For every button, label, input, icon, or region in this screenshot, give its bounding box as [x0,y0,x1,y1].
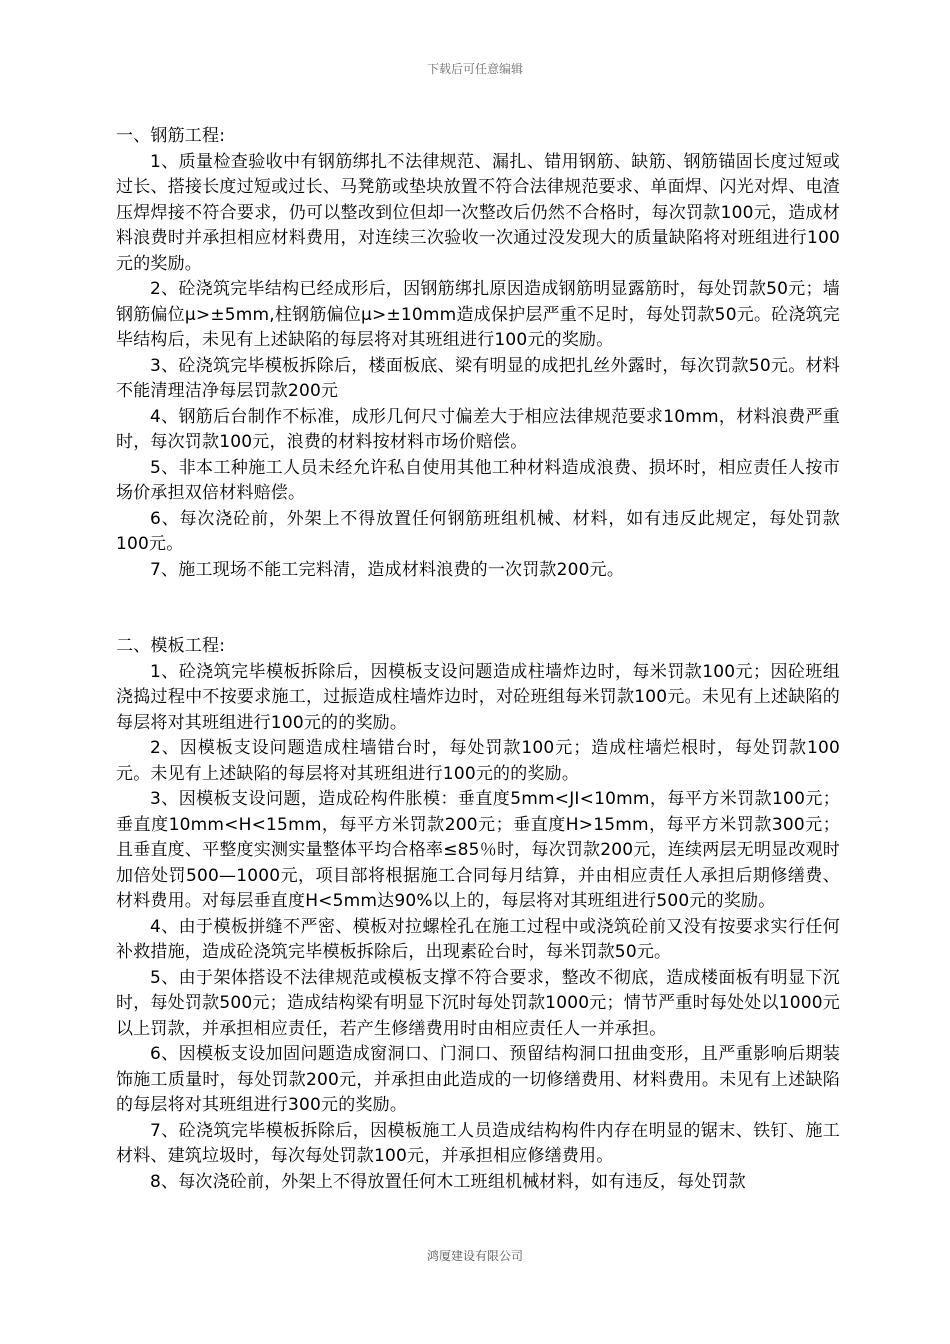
rebar-item-3: 3、砼浇筑完毕模板拆除后，楼面板底、梁有明显的成把扎丝外露时，每次罚款50元。材料不能清理洁净每层罚款200元 [116,355,840,401]
header-note: 下载后可任意编辑 [426,62,523,76]
formwork-item-2: 2、因模板支设问题造成柱墙错台时，每处罚款100元；造成柱墙烂根时，每处罚款100元。未见有上述缺陷的每层将对其班组进行100元的的奖励。 [116,738,840,784]
section-title: 二、模板工程: [116,636,226,656]
formwork-item-7: 7、砼浇筑完毕模板拆除后，因模板施工人员造成结构构件内存在明显的锯末、铁钉、施工材料、建筑垃圾时，每次每处罚款100元，并承担相应修缮费用。 [116,1120,840,1166]
rebar-item-2: 2、砼浇筑完毕结构已经成形后，因钢筋绑扎原因造成钢筋明显露筋时，每处罚款50元；墙钢筋偏位μ>±5mm,柱钢筋偏位μ>±10mm造成保护层严重不足时，每处罚款50元。砼浇筑完毕结构后，未见有上述缺陷的每层将对其班组进行100元的奖励。 [116,279,840,350]
document-body [116,124,840,1195]
rebar-item-6: 6、每次浇砼前，外架上不得放置任何钢筋班组机械、材料，如有违反此规定，每处罚款100元。 [116,508,840,554]
formwork-item-6: 6、因模板支设加固问题造成窗洞口、门洞口、预留结构洞口扭曲变形，且严重影响后期装饰施工质量时，每处罚款200元，并承担由此造成的一切修缮费用、材料费用。未见有上述缺陷的每层将对其班组进行300元的奖励。 [116,1044,840,1115]
section-formwork [116,634,840,1195]
section-rebar [116,124,840,583]
section-title: 一、钢筋工程: [116,126,226,146]
rebar-item-7: 7、施工现场不能工完料清，造成材料浪费的一次罚款200元。 [150,559,625,580]
footer-note: 鸿厦建设有限公司 [426,1249,523,1263]
formwork-item-3: 3、因模板支设问题，造成砼构件胀模：垂直度5mm<JI<10mm，每平方米罚款100元；垂直度10mm<H<15mm，每平方米罚款200元；垂直度H>15mm，每平方米罚款300元；且垂直度、平整度实测实量整体平均合格率≤85％时，每次罚款200元，连续两层无明显改观时加倍处罚500—1000元，项目部将根据施工合同每月结算，并由相应责任人承担后期修缮费、材料费用。对每层垂直度H<5mm达90%以上的，每层将对其班组进行500元的奖励。 [116,789,840,911]
formwork-item-1: 1、砼浇筑完毕模板拆除后，因模板支设问题造成柱墙炸边时，每米罚款100元；因砼班组浇捣过程中不按要求施工，过振造成柱墙炸边时，对砼班组每米罚款100元。未见有上述缺陷的每层将对其班组进行100元的的奖励。 [116,661,840,733]
rebar-item-1: 1、质量检查验收中有钢筋绑扎不法律规范、漏扎、错用钢筋、缺筋、钢筋锚固长度过短或过长、搭接长度过短或过长、马凳筋或垫块放置不符合法律规范要求、单面焊、闪光对焊、电渣压焊焊接不符合要求，仍可以整改到位但却一次整改后仍然不合格时，每次罚款100元，造成材料浪费时并承担相应材料费用，对连续三次验收一次通过没发现大的质量缺陷将对班组进行100元的奖励。 [116,151,840,274]
rebar-item-5: 5、非本工种施工人员未经允许私自使用其他工种材料造成浪费、损坏时，相应责任人按市场价承担双倍材料赔偿。 [116,457,840,503]
section-spacer [116,583,840,634]
formwork-item-5: 5、由于架体搭设不法律规范或模板支撑不符合要求，整改不彻底，造成楼面板有明显下沉时，每处罚款500元；造成结构梁有明显下沉时每处罚款1000元；情节严重时每处处以1000元以上罚款，并承担相应责任，若产生修缮费用时由相应责任人一并承担。 [116,967,840,1039]
formwork-item-4: 4、由于模板拼缝不严密、模板对拉螺栓孔在施工过程中或浇筑砼前又没有按要求实行任何补救措施，造成砼浇筑完毕模板拆除后，出现素砼台时，每米罚款50元。 [116,916,840,962]
rebar-item-4: 4、钢筋后台制作不标准，成形几何尺寸偏差大于相应法律规范要求10mm，材料浪费严重时，每次罚款100元，浪费的材料按材料市场价赔偿。 [116,406,840,452]
formwork-item-8: 8、每次浇砼前，外架上不得放置任何木工班组机械材料，如有违反，每处罚款 [150,1171,746,1192]
